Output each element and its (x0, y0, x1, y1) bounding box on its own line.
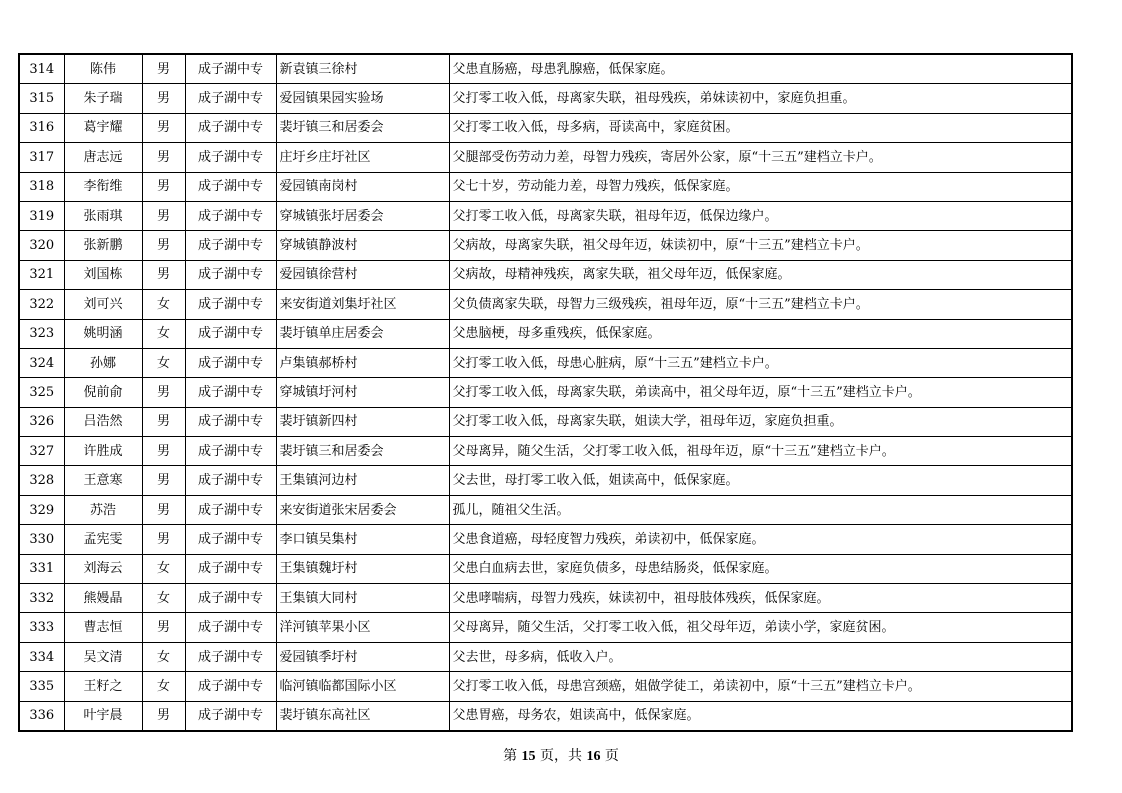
student-gender-cell: 男 (142, 113, 185, 142)
home-address-cell: 裴圩镇三和居委会 (276, 113, 449, 142)
home-address-cell: 庄圩乡庄圩社区 (276, 143, 449, 172)
home-address-cell: 爱园镇季圩村 (276, 642, 449, 671)
row-number-cell: 317 (19, 143, 64, 172)
table-row (19, 231, 1072, 260)
family-situation-cell: 父去世，母打零工收入低，姐读高中，低保家庭。 (449, 466, 1072, 495)
family-situation-cell: 父腿部受伤劳动力差，母智力残疾，寄居外公家，原“十三五”建档立卡户。 (449, 143, 1072, 172)
row-number-cell: 336 (19, 701, 64, 731)
table-row (19, 554, 1072, 583)
student-gender-cell: 男 (142, 143, 185, 172)
student-name-cell: 张新鹏 (64, 231, 142, 260)
school-name-cell: 成子湖中专 (185, 613, 276, 642)
student-name-cell: 朱子瑞 (64, 84, 142, 113)
footer-page-number: 15 (521, 749, 536, 764)
student-name-cell: 葛宇耀 (64, 113, 142, 142)
student-gender-cell: 女 (142, 584, 185, 613)
home-address-cell: 裴圩镇单庄居委会 (276, 319, 449, 348)
row-number-cell: 331 (19, 554, 64, 583)
school-name-cell: 成子湖中专 (185, 201, 276, 230)
home-address-cell: 穿城镇静波村 (276, 231, 449, 260)
home-address-cell: 临河镇临都国际小区 (276, 672, 449, 701)
row-number-cell: 333 (19, 613, 64, 642)
table-row (19, 466, 1072, 495)
row-number-cell: 327 (19, 437, 64, 466)
student-table (18, 53, 1073, 732)
student-name-cell: 倪前俞 (64, 378, 142, 407)
family-situation-cell: 父七十岁，劳动能力差，母智力残疾，低保家庭。 (449, 172, 1072, 201)
student-gender-cell: 男 (142, 466, 185, 495)
student-gender-cell: 女 (142, 554, 185, 583)
family-situation-cell: 父打零工收入低，母离家失联，祖母年迈，低保边缘户。 (449, 201, 1072, 230)
table-row (19, 113, 1072, 142)
row-number-cell: 315 (19, 84, 64, 113)
table-row (19, 437, 1072, 466)
school-name-cell: 成子湖中专 (185, 113, 276, 142)
school-name-cell: 成子湖中专 (185, 319, 276, 348)
table-row (19, 584, 1072, 613)
family-situation-cell: 父打零工收入低，母离家失联，祖母残疾，弟妹读初中，家庭负担重。 (449, 84, 1072, 113)
home-address-cell: 卢集镇郝桥村 (276, 348, 449, 377)
student-gender-cell: 女 (142, 672, 185, 701)
student-name-cell: 张雨琪 (64, 201, 142, 230)
student-name-cell: 刘国栋 (64, 260, 142, 289)
student-name-cell: 姚明涵 (64, 319, 142, 348)
student-name-cell: 孟宪雯 (64, 525, 142, 554)
student-name-cell: 刘海云 (64, 554, 142, 583)
home-address-cell: 裴圩镇新四村 (276, 407, 449, 436)
school-name-cell: 成子湖中专 (185, 554, 276, 583)
row-number-cell: 324 (19, 348, 64, 377)
school-name-cell: 成子湖中专 (185, 525, 276, 554)
footer-total-pages: 16 (586, 749, 601, 764)
family-situation-cell: 父患脑梗，母多重残疾，低保家庭。 (449, 319, 1072, 348)
table-row (19, 260, 1072, 289)
student-gender-cell: 男 (142, 201, 185, 230)
page-footer (0, 745, 1122, 765)
table-row (19, 319, 1072, 348)
student-name-cell: 李衔维 (64, 172, 142, 201)
row-number-cell: 332 (19, 584, 64, 613)
row-number-cell: 335 (19, 672, 64, 701)
family-situation-cell: 父负债离家失联，母智力三级残疾，祖母年迈，原“十三五”建档立卡户。 (449, 290, 1072, 319)
home-address-cell: 穿城镇圩河村 (276, 378, 449, 407)
student-gender-cell: 男 (142, 231, 185, 260)
family-situation-cell: 父患白血病去世，家庭负债多，母患结肠炎，低保家庭。 (449, 554, 1072, 583)
table-row (19, 672, 1072, 701)
student-gender-cell: 男 (142, 701, 185, 731)
student-gender-cell: 男 (142, 260, 185, 289)
home-address-cell: 来安街道张宋居委会 (276, 495, 449, 524)
table-row (19, 290, 1072, 319)
table-row (19, 495, 1072, 524)
family-situation-cell: 父母离异，随父生活，父打零工收入低，祖母年迈，原“十三五”建档立卡户。 (449, 437, 1072, 466)
table-row (19, 54, 1072, 84)
school-name-cell: 成子湖中专 (185, 407, 276, 436)
table-row (19, 378, 1072, 407)
student-name-cell: 曹志恒 (64, 613, 142, 642)
student-name-cell: 陈伟 (64, 54, 142, 84)
family-situation-cell: 父病故，母精神残疾，离家失联，祖父母年迈，低保家庭。 (449, 260, 1072, 289)
table-row (19, 407, 1072, 436)
family-situation-cell: 父打零工收入低，母离家失联，弟读高中，祖父母年迈，原“十三五”建档立卡户。 (449, 378, 1072, 407)
home-address-cell: 王集镇大同村 (276, 584, 449, 613)
student-name-cell: 孙娜 (64, 348, 142, 377)
home-address-cell: 爱园镇徐营村 (276, 260, 449, 289)
table-row (19, 172, 1072, 201)
table-row (19, 701, 1072, 731)
row-number-cell: 320 (19, 231, 64, 260)
school-name-cell: 成子湖中专 (185, 290, 276, 319)
school-name-cell: 成子湖中专 (185, 378, 276, 407)
table-row (19, 642, 1072, 671)
school-name-cell: 成子湖中专 (185, 143, 276, 172)
footer-suffix: 页 (604, 748, 619, 764)
row-number-cell: 319 (19, 201, 64, 230)
home-address-cell: 来安街道刘集圩社区 (276, 290, 449, 319)
row-number-cell: 314 (19, 54, 64, 84)
home-address-cell: 爱园镇南岗村 (276, 172, 449, 201)
family-situation-cell: 父打零工收入低，母患心脏病，原“十三五”建档立卡户。 (449, 348, 1072, 377)
school-name-cell: 成子湖中专 (185, 466, 276, 495)
school-name-cell: 成子湖中专 (185, 642, 276, 671)
student-name-cell: 叶宇晨 (64, 701, 142, 731)
family-situation-cell: 父去世，母多病，低收入户。 (449, 642, 1072, 671)
family-situation-cell: 父打零工收入低，母离家失联，姐读大学，祖母年迈，家庭负担重。 (449, 407, 1072, 436)
table-row (19, 84, 1072, 113)
school-name-cell: 成子湖中专 (185, 84, 276, 113)
home-address-cell: 王集镇魏圩村 (276, 554, 449, 583)
school-name-cell: 成子湖中专 (185, 231, 276, 260)
student-name-cell: 熊嫚晶 (64, 584, 142, 613)
family-situation-cell: 父病故，母离家失联，祖父母年迈，妹读初中，原“十三五”建档立卡户。 (449, 231, 1072, 260)
student-gender-cell: 男 (142, 613, 185, 642)
row-number-cell: 323 (19, 319, 64, 348)
school-name-cell: 成子湖中专 (185, 701, 276, 731)
student-gender-cell: 男 (142, 437, 185, 466)
row-number-cell: 316 (19, 113, 64, 142)
home-address-cell: 王集镇河边村 (276, 466, 449, 495)
student-name-cell: 王意寒 (64, 466, 142, 495)
student-gender-cell: 女 (142, 348, 185, 377)
school-name-cell: 成子湖中专 (185, 437, 276, 466)
school-name-cell: 成子湖中专 (185, 495, 276, 524)
student-gender-cell: 女 (142, 290, 185, 319)
home-address-cell: 爱园镇果园实验场 (276, 84, 449, 113)
home-address-cell: 李口镇吴集村 (276, 525, 449, 554)
row-number-cell: 329 (19, 495, 64, 524)
student-gender-cell: 男 (142, 54, 185, 84)
row-number-cell: 326 (19, 407, 64, 436)
family-situation-cell: 父患胃癌，母务农，姐读高中，低保家庭。 (449, 701, 1072, 731)
family-situation-cell: 父打零工收入低，母患宫颈癌，姐做学徒工，弟读初中，原“十三五”建档立卡户。 (449, 672, 1072, 701)
footer-prefix: 第 (503, 748, 518, 764)
table-row (19, 143, 1072, 172)
row-number-cell: 318 (19, 172, 64, 201)
student-name-cell: 唐志远 (64, 143, 142, 172)
student-name-cell: 许胜成 (64, 437, 142, 466)
row-number-cell: 328 (19, 466, 64, 495)
student-gender-cell: 男 (142, 378, 185, 407)
row-number-cell: 322 (19, 290, 64, 319)
home-address-cell: 裴圩镇东高社区 (276, 701, 449, 731)
student-name-cell: 苏浩 (64, 495, 142, 524)
school-name-cell: 成子湖中专 (185, 172, 276, 201)
school-name-cell: 成子湖中专 (185, 584, 276, 613)
student-gender-cell: 男 (142, 84, 185, 113)
home-address-cell: 穿城镇张圩居委会 (276, 201, 449, 230)
student-gender-cell: 男 (142, 525, 185, 554)
student-gender-cell: 女 (142, 319, 185, 348)
home-address-cell: 洋河镇苹果小区 (276, 613, 449, 642)
student-gender-cell: 男 (142, 495, 185, 524)
school-name-cell: 成子湖中专 (185, 54, 276, 84)
student-name-cell: 吕浩然 (64, 407, 142, 436)
home-address-cell: 新袁镇三徐村 (276, 54, 449, 84)
footer-middle: 页，共 (540, 748, 582, 764)
family-situation-cell: 父母离异，随父生活，父打零工收入低，祖父母年迈，弟读小学，家庭贫困。 (449, 613, 1072, 642)
school-name-cell: 成子湖中专 (185, 260, 276, 289)
student-gender-cell: 男 (142, 407, 185, 436)
row-number-cell: 334 (19, 642, 64, 671)
family-situation-cell: 父患哮喘病，母智力残疾，妹读初中，祖母肢体残疾，低保家庭。 (449, 584, 1072, 613)
table-row (19, 348, 1072, 377)
table-body (19, 54, 1072, 731)
student-name-cell: 王籽之 (64, 672, 142, 701)
school-name-cell: 成子湖中专 (185, 348, 276, 377)
row-number-cell: 321 (19, 260, 64, 289)
table-row (19, 525, 1072, 554)
school-name-cell: 成子湖中专 (185, 672, 276, 701)
student-name-cell: 吴文清 (64, 642, 142, 671)
student-gender-cell: 女 (142, 642, 185, 671)
family-situation-cell: 父打零工收入低，母多病，哥读高中，家庭贫困。 (449, 113, 1072, 142)
student-gender-cell: 男 (142, 172, 185, 201)
table-row (19, 613, 1072, 642)
home-address-cell: 裴圩镇三和居委会 (276, 437, 449, 466)
family-situation-cell: 父患食道癌，母轻度智力残疾，弟读初中，低保家庭。 (449, 525, 1072, 554)
row-number-cell: 330 (19, 525, 64, 554)
family-situation-cell: 父患直肠癌，母患乳腺癌，低保家庭。 (449, 54, 1072, 84)
student-name-cell: 刘可兴 (64, 290, 142, 319)
row-number-cell: 325 (19, 378, 64, 407)
table-row (19, 201, 1072, 230)
family-situation-cell: 孤儿，随祖父生活。 (449, 495, 1072, 524)
